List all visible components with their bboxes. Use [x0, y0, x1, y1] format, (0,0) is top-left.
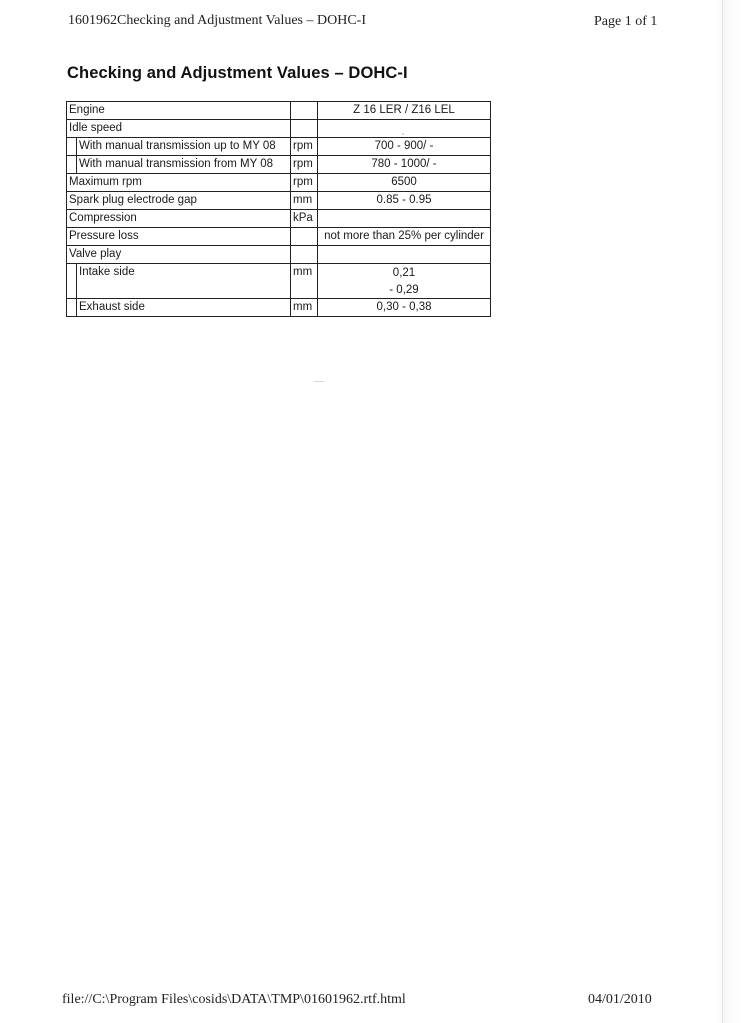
row-value: 0.85 - 0.95	[318, 192, 491, 210]
row-label: Maximum rpm	[67, 174, 291, 192]
document-title: Checking and Adjustment Values – DOHC-I	[67, 64, 408, 82]
row-value: 780 - 1000/ -	[318, 156, 491, 174]
row-unit	[291, 228, 318, 246]
table-row-idle-speed	[67, 120, 491, 138]
row-label: Compression	[67, 210, 291, 228]
table-row-spark-plug-gap	[67, 192, 491, 210]
row-unit	[291, 102, 318, 120]
row-value	[318, 210, 491, 228]
row-label: Exhaust side	[79, 301, 145, 313]
row-unit	[291, 246, 318, 264]
row-label-cell	[67, 156, 291, 174]
print-footer-date: 04/01/2010	[588, 992, 652, 1007]
row-unit: rpm	[291, 138, 318, 156]
row-value: 6500	[318, 174, 491, 192]
row-unit: rpm	[291, 156, 318, 174]
print-header-page-number: Page 1 of 1	[594, 14, 658, 29]
row-value-cell	[318, 264, 491, 299]
scan-speck	[402, 133, 404, 135]
row-label: Idle speed	[67, 120, 291, 138]
row-unit: rpm	[291, 174, 318, 192]
row-label: With manual transmission up to MY 08	[79, 140, 276, 152]
row-value-continued: - 0,29	[389, 284, 419, 296]
row-value: 0,30 - 0,38	[318, 299, 491, 317]
row-label: Valve play	[67, 246, 291, 264]
table-row-exhaust-side	[67, 299, 491, 317]
row-value: Z 16 LER / Z16 LEL	[318, 102, 491, 120]
row-value: 0,21	[392, 267, 416, 279]
adjustment-values-table	[66, 101, 491, 317]
row-unit	[291, 120, 318, 138]
table-row-intake-side	[67, 264, 491, 299]
table-row-idle-up-to-my08	[67, 138, 491, 156]
row-label: With manual transmission from MY 08	[79, 158, 274, 170]
row-value: 700 - 900/ -	[318, 138, 491, 156]
row-label-cell	[67, 264, 291, 299]
table-row-pressure-loss	[67, 228, 491, 246]
row-label: Pressure loss	[67, 228, 291, 246]
print-footer-file-path: file://C:\Program Files\cosids\DATA\TMP\01601962.rtf.html	[62, 992, 406, 1007]
table-row-engine	[67, 102, 491, 120]
print-header-title: 1601962Checking and Adjustment Values – DOHC-I	[68, 13, 366, 28]
row-label-cell	[67, 299, 291, 317]
paper-edge-shadow	[718, 0, 744, 1023]
row-unit: mm	[291, 192, 318, 210]
row-value: not more than 25% per cylinder	[318, 228, 491, 246]
row-unit: kPa	[291, 210, 318, 228]
row-value	[318, 120, 491, 138]
table-row-maximum-rpm	[67, 174, 491, 192]
row-value	[318, 246, 491, 264]
row-unit: mm	[291, 264, 318, 299]
table-row-valve-play	[67, 246, 491, 264]
table-row-idle-from-my08	[67, 156, 491, 174]
table-row-compression	[67, 210, 491, 228]
row-label: Spark plug electrode gap	[67, 192, 291, 210]
scan-artifact-mark	[314, 381, 324, 382]
row-label-cell	[67, 138, 291, 156]
row-label: Engine	[67, 102, 291, 120]
row-label: Intake side	[79, 266, 135, 278]
row-unit: mm	[291, 299, 318, 317]
